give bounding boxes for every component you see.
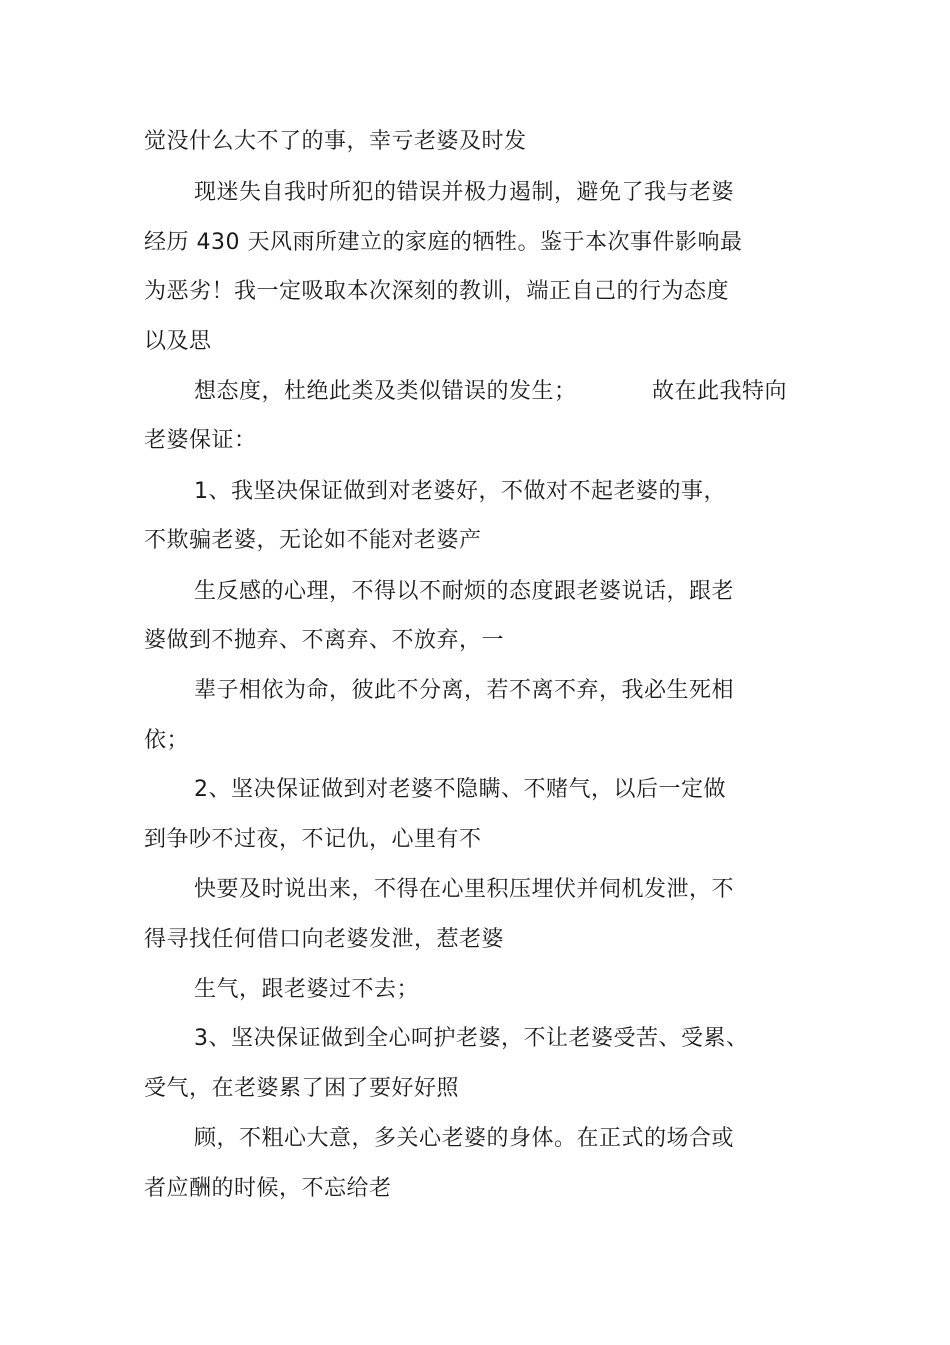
text-line-19: 3、坚决保证做到全心呵护老婆，不让老婆受苦、受累、: [194, 1026, 749, 1051]
text-line-21: 顾，不粗心大意，多关心老婆的身体。在正式的场合或: [194, 1126, 735, 1151]
text-line-6b: 故在此我特向: [652, 379, 788, 404]
text-line-7: 老婆保证：: [144, 428, 257, 453]
text-line-8: 1、我坚决保证做到对老婆好，不做对不起老婆的事，: [194, 479, 726, 504]
text-line-22: 者应酬的时候，不忘给老: [144, 1176, 392, 1201]
text-line-2: 现迷失自我时所犯的错误并极力遏制，避免了我与老婆: [194, 180, 735, 205]
text-line-16: 快要及时说出来，不得在心里积压埋伏并伺机发泄，不: [194, 877, 735, 902]
text-line-9: 不欺骗老婆，无论如不能对老婆产: [144, 528, 482, 553]
text-line-4: 为恶劣！我一定吸取本次深刻的教训，端正自己的行为态度: [144, 279, 730, 304]
text-line-13: 依；: [144, 728, 190, 753]
text-line-3: 经历 430 天风雨所建立的家庭的牺牲。鉴于本次事件影响最: [144, 230, 743, 255]
text-line-5: 以及思: [144, 329, 212, 354]
text-line-10: 生反感的心理，不得以不耐烦的态度跟老婆说话，跟老: [194, 579, 735, 604]
text-line-12: 辈子相依为命，彼此不分离，若不离不弃，我必生死相: [194, 678, 735, 703]
text-line-17: 得寻找任何借口向老婆发泄，惹老婆: [144, 927, 505, 952]
text-line-11: 婆做到不抛弃、不离弃、不放弃，一: [144, 628, 505, 653]
text-line-6: 想态度，杜绝此类及类似错误的发生；: [194, 379, 577, 404]
text-line-18: 生气，跟老婆过不去；: [194, 977, 420, 1002]
text-line-14: 2、坚决保证做到对老婆不隐瞒、不赌气，以后一定做: [194, 777, 726, 802]
text-line-15: 到争吵不过夜，不记仇，心里有不: [144, 827, 482, 852]
text-line-20: 受气，在老婆累了困了要好好照: [144, 1076, 460, 1101]
text-line-1: 觉没什么大不了的事，幸亏老婆及时发: [144, 129, 527, 154]
